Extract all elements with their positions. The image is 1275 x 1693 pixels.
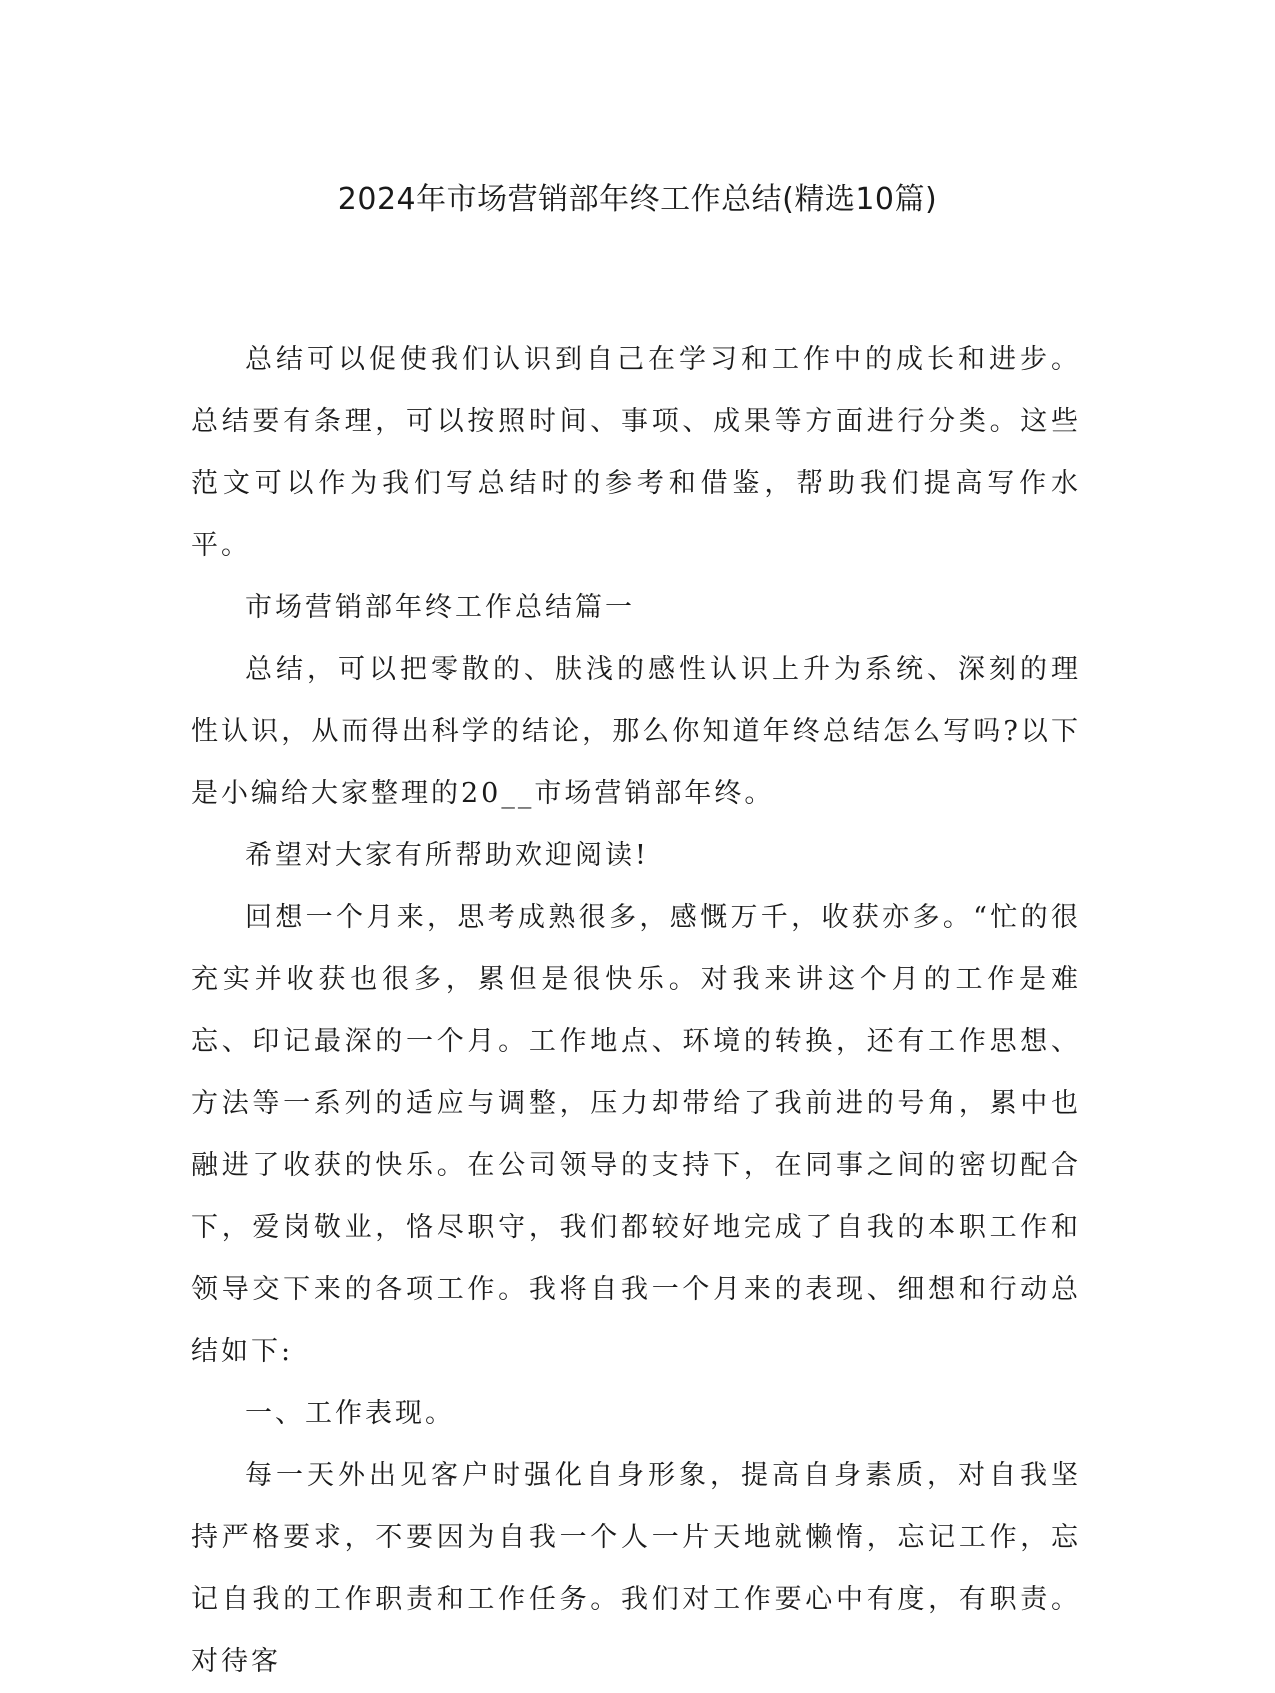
- paragraph: 希望对大家有所帮助欢迎阅读!: [245, 840, 649, 871]
- section-heading: 市场营销部年终工作总结篇一: [245, 592, 635, 623]
- paragraph-intro: 总结可以促使我们认识到自己在学习和工作中的成长和进步。总结要有条理，可以按照时间、事项、成果等方面进行分类。这些范文可以作为我们写总结时的参考和借鉴，帮助我们提高写作水平。: [191, 344, 1081, 561]
- document-title: 2024年市场营销部年终工作总结(精选10篇): [337, 182, 938, 217]
- document-body: [191, 329, 1081, 1693]
- paragraph: 回想一个月来，思考成熟很多，感慨万千，收获亦多。“忙的很充实并收获也很多，累但是很快乐。对我来讲这个月的工作是难忘、印记最深的一个月。工作地点、环境的转换，还有工作思想、方法等一系列的适应与调整，压力却带给了我前进的号角，累中也融进了收获的快乐。在公司领导的支持下，在同事之间的密切配合下，爱岗敬业，恪尽职守，我们都较好地完成了自我的本职工作和领导交下来的各项工作。我将自我一个月来的表现、细想和行动总结如下:: [191, 902, 1081, 1367]
- subsection-heading: 一、工作表现。: [245, 1398, 455, 1429]
- paragraph: 总结，可以把零散的、肤浅的感性认识上升为系统、深刻的理性认识，从而得出科学的结论，那么你知道年终总结怎么写吗?以下是小编给大家整理的20__市场营销部年终。: [191, 654, 1081, 809]
- paragraph: 每一天外出见客户时强化自身形象，提高自身素质，对自我坚持严格要求，不要因为自我一个人一片天地就懒惰，忘记工作，忘记自我的工作职责和工作任务。我们对工作要心中有度，有职责。对待客: [191, 1460, 1081, 1677]
